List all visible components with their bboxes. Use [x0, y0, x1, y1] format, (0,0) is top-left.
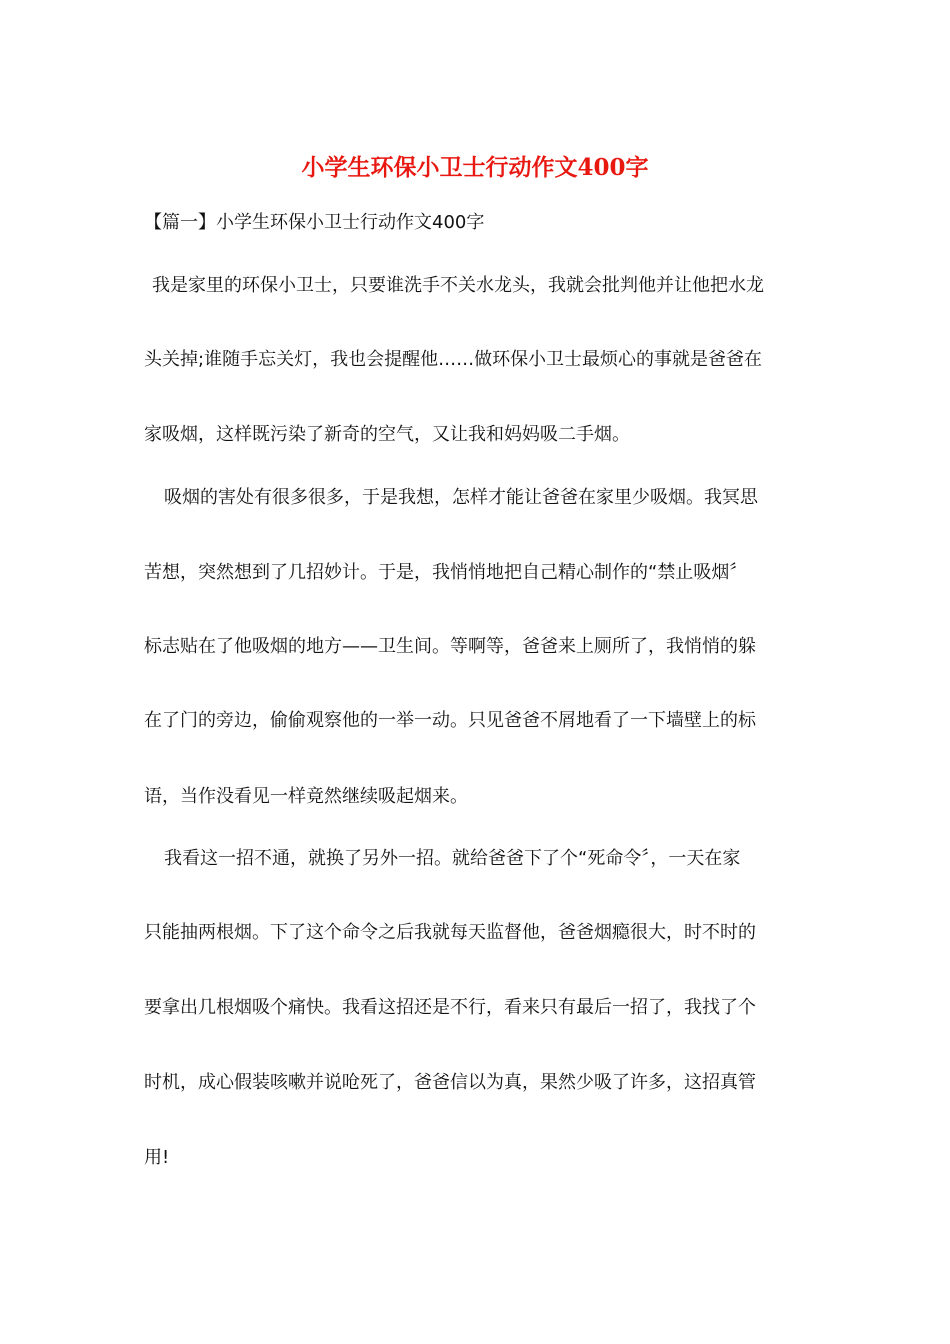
paragraph-line: 头关掉;谁随手忘关灯，我也会提醒他……做环保小卫士最烦心的事就是爸爸在: [144, 349, 763, 370]
paragraph-line: 标志贴在了他吸烟的地方——卫生间。等啊等，爸爸来上厕所了，我悄悄的躲: [144, 636, 756, 657]
paragraph-line: 我是家里的环保小卫士，只要谁洗手不关水龙头，我就会批判他并让他把水龙: [152, 275, 764, 296]
paragraph-line: 用!: [144, 1147, 170, 1168]
paragraph-line: 要拿出几根烟吸个痛快。我看这招还是不行，看来只有最后一招了，我找了个: [144, 997, 756, 1018]
paragraph-line: 家吸烟，这样既污染了新奇的空气，又让我和妈妈吸二手烟。: [144, 424, 630, 445]
paragraph-line: 在了门的旁边，偷偷观察他的一举一动。只见爸爸不屑地看了一下墙壁上的标: [144, 710, 756, 731]
paragraph-line: 苦想，突然想到了几招妙计。于是，我悄悄地把自己精心制作的“禁止吸烟〞: [144, 562, 748, 583]
paragraph-line: 只能抽两根烟。下了这个命令之后我就每天监督他，爸爸烟瘾很大，时不时的: [144, 922, 756, 943]
paragraph-line: 时机，成心假装咳嗽并说呛死了，爸爸信以为真，果然少吸了许多，这招真管: [144, 1072, 756, 1093]
section-heading: 【篇一】小学生环保小卫士行动作文400字: [144, 212, 485, 233]
document-title: 小学生环保小卫士行动作文400字: [301, 154, 649, 181]
paragraph-line: 吸烟的害处有很多很多，于是我想，怎样才能让爸爸在家里少吸烟。我冥思: [164, 487, 758, 508]
paragraph-line: 语，当作没看见一样竟然继续吸起烟来。: [144, 786, 468, 807]
paragraph-line: 我看这一招不通，就换了另外一招。就给爸爸下了个“死命令〞，一天在家: [164, 848, 741, 869]
